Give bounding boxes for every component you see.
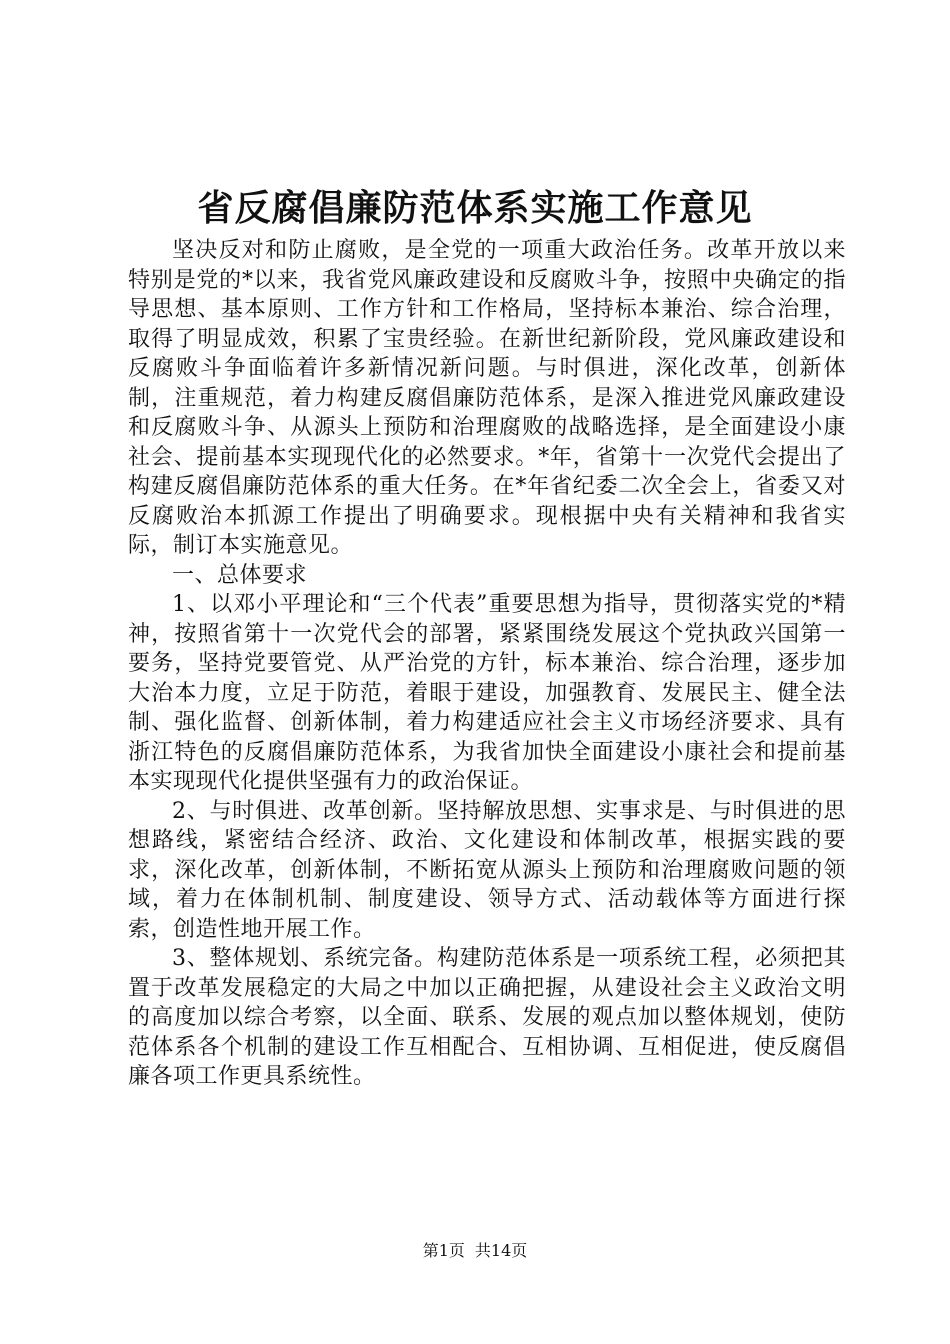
paragraph-intro: 坚决反对和防止腐败，是全党的一项重大政治任务。改革开放以来特别是党的*以来，我省党风廉政建设和反腐败斗争，按照中央确定的指导思想、基本原则、工作方针和工作格局，坚持标本兼治、综合治理，取得了明显成效，积累了宝贵经验。在新世纪新阶段，党风廉政建设和反腐败斗争面临着许多新情况新问题。与时俱进，深化改革，创新体制，注重规范，着力构建反腐倡廉防范体系，是深入推进党风廉政建设和反腐败斗争、从源头上预防和治理腐败的战略选择，是全面建设小康社会、提前基本实现现代化的必然要求。*年，省第十一次党代会提出了构建反腐倡廉防范体系的重大任务。在*年省纪委二次全会上，省委又对反腐败治本抓源工作提出了明确要求。现根据中央有关精神和我省实际，制订本实施意见。 <box>128 238 846 558</box>
page-footer <box>0 1240 950 1262</box>
page-total: 共14页 <box>474 1241 528 1260</box>
paragraph-item-3: 3、整体规划、系统完备。构建防范体系是一项系统工程，必须把其置于改革发展稳定的大局之中加以正确把握，从建设社会主义政治文明的高度加以综合考察，以全面、联系、发展的观点加以整体规划，使防范体系各个机制的建设工作互相配合、互相协调、互相促进，使反腐倡廉各项工作更具系统性。 <box>128 946 846 1089</box>
document-title: 省反腐倡廉防范体系实施工作意见 <box>197 187 753 229</box>
document-body <box>128 236 846 1092</box>
paragraph-item-1: 1、以邓小平理论和“三个代表”重要思想为指导，贯彻落实党的*精神，按照省第十一次党代会的部署，紧紧围绕发展这个党执政兴国第一要务，坚持党要管党、从严治党的方针，标本兼治、综合治理，逐步加大治本力度，立足于防范，着眼于建设，加强教育、发展民主、健全法制、强化监督、创新体制，着力构建适应社会主义市场经济要求、具有浙江特色的反腐倡廉防范体系，为我省加快全面建设小康社会和提前基本实现现代化提供坚强有力的政治保证。 <box>128 592 846 794</box>
page-number: 第1页 <box>422 1241 465 1260</box>
section-heading: 一、总体要求 <box>172 562 308 588</box>
paragraph-item-2: 2、与时俱进、改革创新。坚持解放思想、实事求是、与时俱进的思想路线，紧密结合经济、政治、文化建设和体制改革，根据实践的要求，深化改革，创新体制，不断拓宽从源头上预防和治理腐败问题的领域，着力在体制机制、制度建设、领导方式、活动载体等方面进行探索，创造性地开展工作。 <box>128 798 846 942</box>
